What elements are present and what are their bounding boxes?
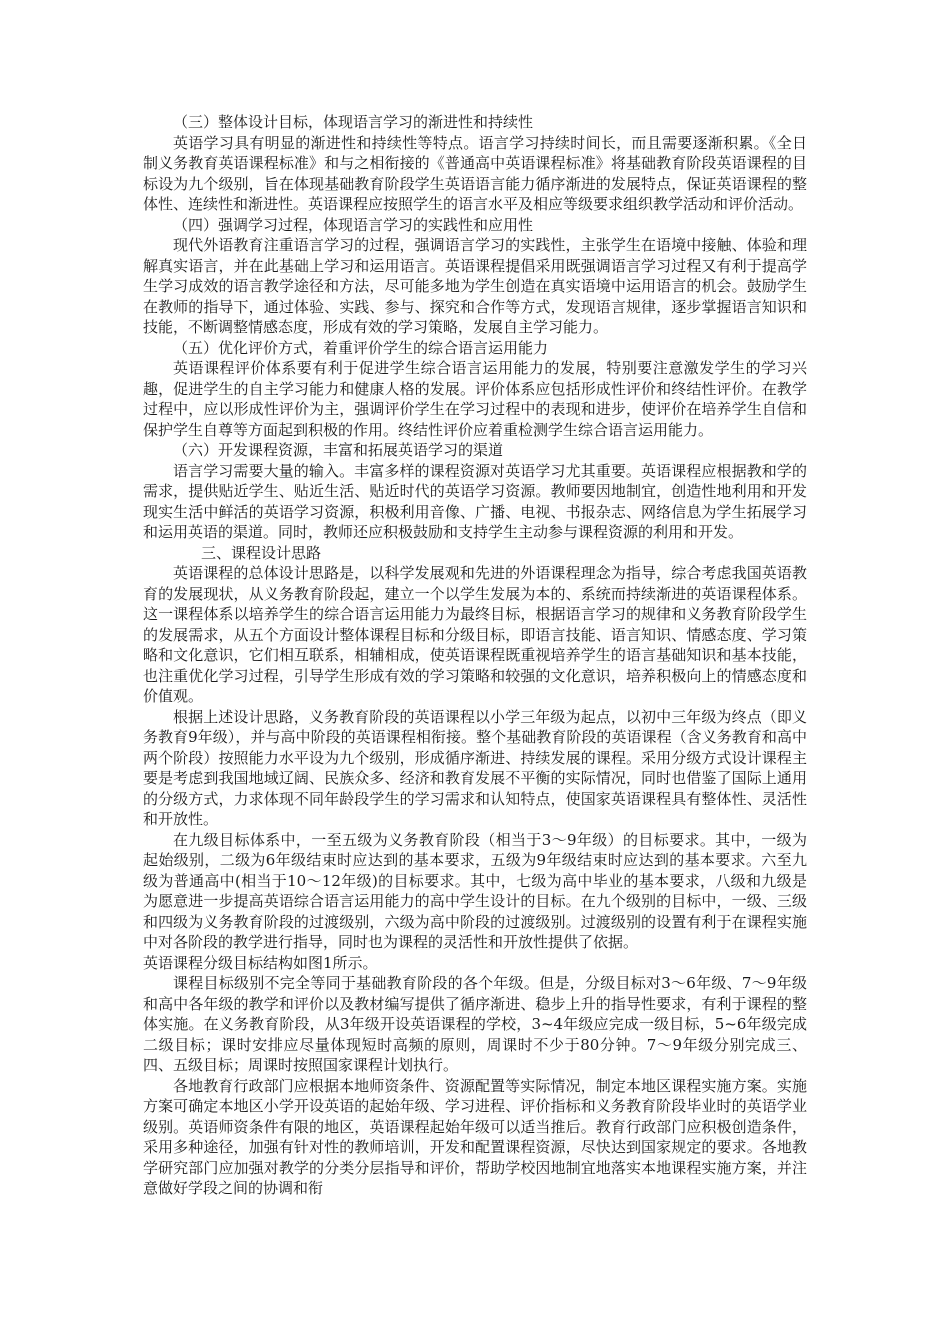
- paragraph-grade-mapping: 课程目标级别不完全等同于基础教育阶段的各个年级。但是，分级目标对3～6年级、7～9年级和高中各年级的教学和评价以及教材编写提供了循序渐进、稳步上升的指导性要求，有利于课程的整体实施。在义务教育阶段，从3年级开设英语课程的学校，3~4年级应完成一级目标，5~6年级完成二级目标；课时安排应尽量体现短时高频的原则，周课时不少于80分钟。7～9年级分别完成三、四、五级目标；周课时按照国家课程计划执行。: [143, 974, 807, 1074]
- paragraph-practice: 现代外语教育注重语言学习的过程，强调语言学习的实践性，主张学生在语境中接触、体验和理解真实语言，并在此基础上学习和运用语言。英语课程提倡采用既强调语言学习过程又有利于提高学生学习成效的语言教学途径和方法，尽可能多地为学生创造在真实语境中运用语言的机会。鼓励学生在教师的指导下，通过体验、实践、参与、探究和合作等方式，发现语言规律，逐步掌握语言知识和技能，不断调整情感态度，形成有效的学习策略，发展自主学习能力。: [143, 236, 807, 336]
- section-heading-5: （五）优化评价方式，着重评价学生的综合语言运用能力: [173, 338, 549, 357]
- section-heading-3: （三）整体设计目标，体现语言学习的渐进性和持续性: [173, 113, 534, 131]
- paragraph-progressive: 英语学习具有明显的渐进性和持续性等特点。语言学习持续时间长，而且需要逐渐积累。《全日制义务教育英语课程标准》和与之相衔接的《普通高中英语课程标准》将基础教育阶段英语课程的目标设为九个级别，旨在体现基础教育阶段学生英语语言能力循序渐进的发展特点，保证英语课程的整体性、连续性和渐进性。英语课程应按照学生的语言水平及相应等级要求组织教学活动和评价活动。: [143, 133, 807, 213]
- chapter-heading-design: 三、课程设计思路: [201, 543, 322, 562]
- paragraph-figure-ref: 英语课程分级目标结构如图1所示。: [143, 953, 378, 972]
- document-page: [143, 112, 807, 1199]
- section-heading-6: （六）开发课程资源，丰富和拓展英语学习的渠道: [173, 441, 504, 459]
- paragraph-nine-levels: 在九级目标体系中，一至五级为义务教育阶段（相当于3～9年级）的目标要求。其中，一级为起始级别，二级为6年级结束时应达到的基本要求，五级为9年级结束时应达到的基本要求。六至九级为普通高中(相当于10～12年级)的目标要求。其中，七级为高中毕业的基本要求，八级和九级是为愿意进一步提高英语综合语言运用能力的高中学生设计的目标。在九个级别的目标中，一级、三级和四级为义务教育阶段的过渡级别，六级为高中阶段的过渡级别。过渡级别的设置有利于在课程实施中对各阶段的教学进行指导，同时也为课程的灵活性和开放性提供了依据。: [143, 830, 807, 951]
- paragraph-local-implementation: 各地教育行政部门应根据本地师资条件、资源配置等实际情况，制定本地区课程实施方案。实施方案可确定本地区小学开设英语的起始年级、学习进程、评价指标和义务教育阶段毕业时的英语学业级别。英语师资条件有限的地区，英语课程起始年级可以适当推后。教育行政部门应积极创造条件，采用多种途径，加强有针对性的教师培训，开发和配置课程资源，尽快达到国家规定的要求。各地教学研究部门应加强对教学的分类分层指导和评价，帮助学校因地制宜地落实本地课程实施方案，并注意做好学段之间的协调和衔: [143, 1076, 807, 1197]
- paragraph-design-levels: 根据上述设计思路，义务教育阶段的英语课程以小学三年级为起点，以初中三年级为终点（即义务教育9年级），并与高中阶段的英语课程相衔接。整个基础教育阶段的英语课程（含义务教育和高中两个阶段）按照能力水平设为九个级别，形成循序渐进、持续发展的课程。采用分级方式设计课程主要是考虑到我国地域辽阔、民族众多、经济和教育发展不平衡的实际情况，同时也借鉴了国际上通用的分级方式，力求体现不同年龄段学生的学习需求和认知特点，使国家英语课程具有整体性、灵活性和开放性。: [143, 707, 807, 828]
- section-heading-4: （四）强调学习过程，体现语言学习的实践性和应用性: [173, 215, 534, 234]
- paragraph-resources: 语言学习需要大量的输入。丰富多样的课程资源对英语学习尤其重要。英语课程应根据教和学的需求，提供贴近学生、贴近生活、贴近时代的英语学习资源。教师要因地制宜，创造性地利用和开发现实生活中鲜活的英语学习资源，积极利用音像、广播、电视、书报杂志、网络信息为学生拓展学习和运用英语的渠道。同时，教师还应积极鼓励和支持学生主动参与课程资源的利用和开发。: [143, 461, 807, 541]
- paragraph-evaluation: 英语课程评价体系要有利于促进学生综合语言运用能力的发展，特别要注意激发学生的学习兴趣，促进学生的自主学习能力和健康人格的发展。评价体系应包括形成性评价和终结性评价。在教学过程中，应以形成性评价为主，强调评价学生在学习过程中的表现和进步，使评价在培养学生自信和保护学生自尊等方面起到积极的作用。终结性评价应着重检测学生综合语言运用能力。: [143, 359, 807, 439]
- paragraph-design-overview: 英语课程的总体设计思路是，以科学发展观和先进的外语课程理念为指导，综合考虑我国英语教育的发展现状，从义务教育阶段起，建立一个以学生发展为本的、系统而持续渐进的英语课程体系。这一课程体系以培养学生的综合语言运用能力为最终目标，根据语言学习的规律和义务教育阶段学生的发展需求，从五个方面设计整体课程目标和分级目标，即语言技能、语言知识、情感态度、学习策略和文化意识，它们相互联系，相辅相成，使英语课程既重视培养学生的语言基础知识和基本技能，也注重优化学习过程，引导学生形成有效的学习策略和较强的文化意识，培养积极向上的情感态度和价值观。: [143, 564, 807, 705]
